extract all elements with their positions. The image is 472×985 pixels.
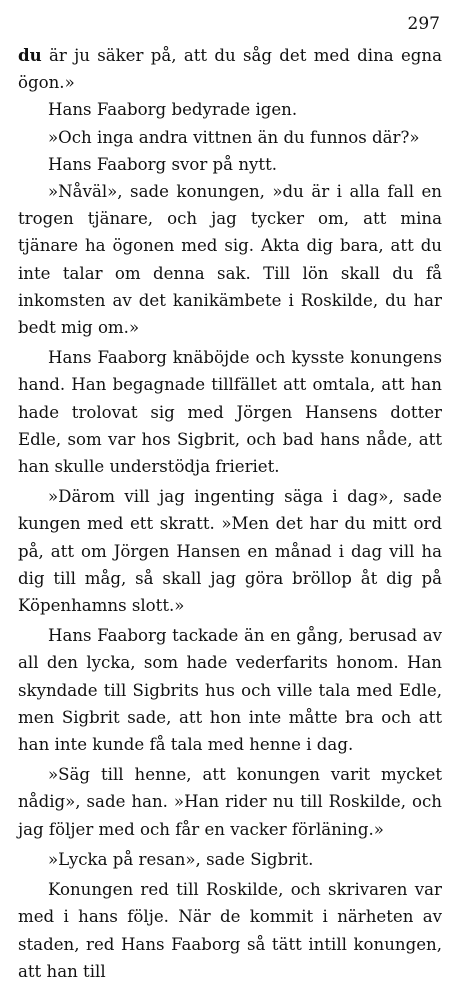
- paragraph-5: »Nåväl», sade konungen, »du är i alla fall en trogen tjänare, och jag tycker om, att mina tjänare ha ögonen med sig. Akta dig bara, att du inte talar om denna sak. Till lön skall du få inkomsten av det kanikämbete i Roskilde, du har bedt mig om.»: [18, 182, 442, 338]
- paragraph-11: Konungen red till Roskilde, och skrivaren var med i hans följe. När de kommit i närheten av staden, red Hans Faaborg så tätt intill konungen, att han till: [18, 880, 442, 981]
- paragraph-6: Hans Faaborg knäböjde och kysste konungens hand. Han begagnade tillfället att omtala, att han hade trolovat sig med Jörgen Hansens dotter Edle, som var hos Sigbrit, och bad hans nåde, att han skulle understödja frieriet.: [18, 348, 442, 477]
- paragraph-9: »Säg till henne, att konungen varit mycket nådig», sade han. »Han rider nu till Roskilde, och jag följer med och får en vacker förläning.»: [18, 765, 442, 839]
- paragraph-1-lead: du: [18, 45, 42, 65]
- paragraph-1-text: är ju säker på, att du såg det med dina egna ögon.»: [18, 46, 442, 93]
- paragraph-8: Hans Faaborg tackade än en gång, berusad av all den lycka, som hade vederfarits honom. Han skyndade till Sigbrits hus och ville tala med Edle, men Sigbrit sade, att hon inte måtte bra och att han inte kunde få tala med henne i dag.: [18, 626, 442, 755]
- paragraph-2: Hans Faaborg bedyrade igen.: [48, 100, 298, 120]
- paragraph-1: [18, 42, 442, 96]
- page-number: 297: [407, 14, 440, 34]
- paragraph-4: Hans Faaborg svor på nytt.: [48, 154, 278, 174]
- paragraph-3: »Och inga andra vittnen än du funnos där?»: [48, 127, 420, 147]
- paragraph-10: »Lycka på resan», sade Sigbrit.: [48, 849, 314, 869]
- body-text: [18, 42, 442, 985]
- paragraph-7: »Därom vill jag ingenting säga i dag», sade kungen med ett skratt. »Men det har du mitt ord på, att om Jörgen Hansen en månad i dag vill ha dig till måg, så skall jag göra bröllop åt dig på Köpenhamns slott.»: [18, 487, 442, 616]
